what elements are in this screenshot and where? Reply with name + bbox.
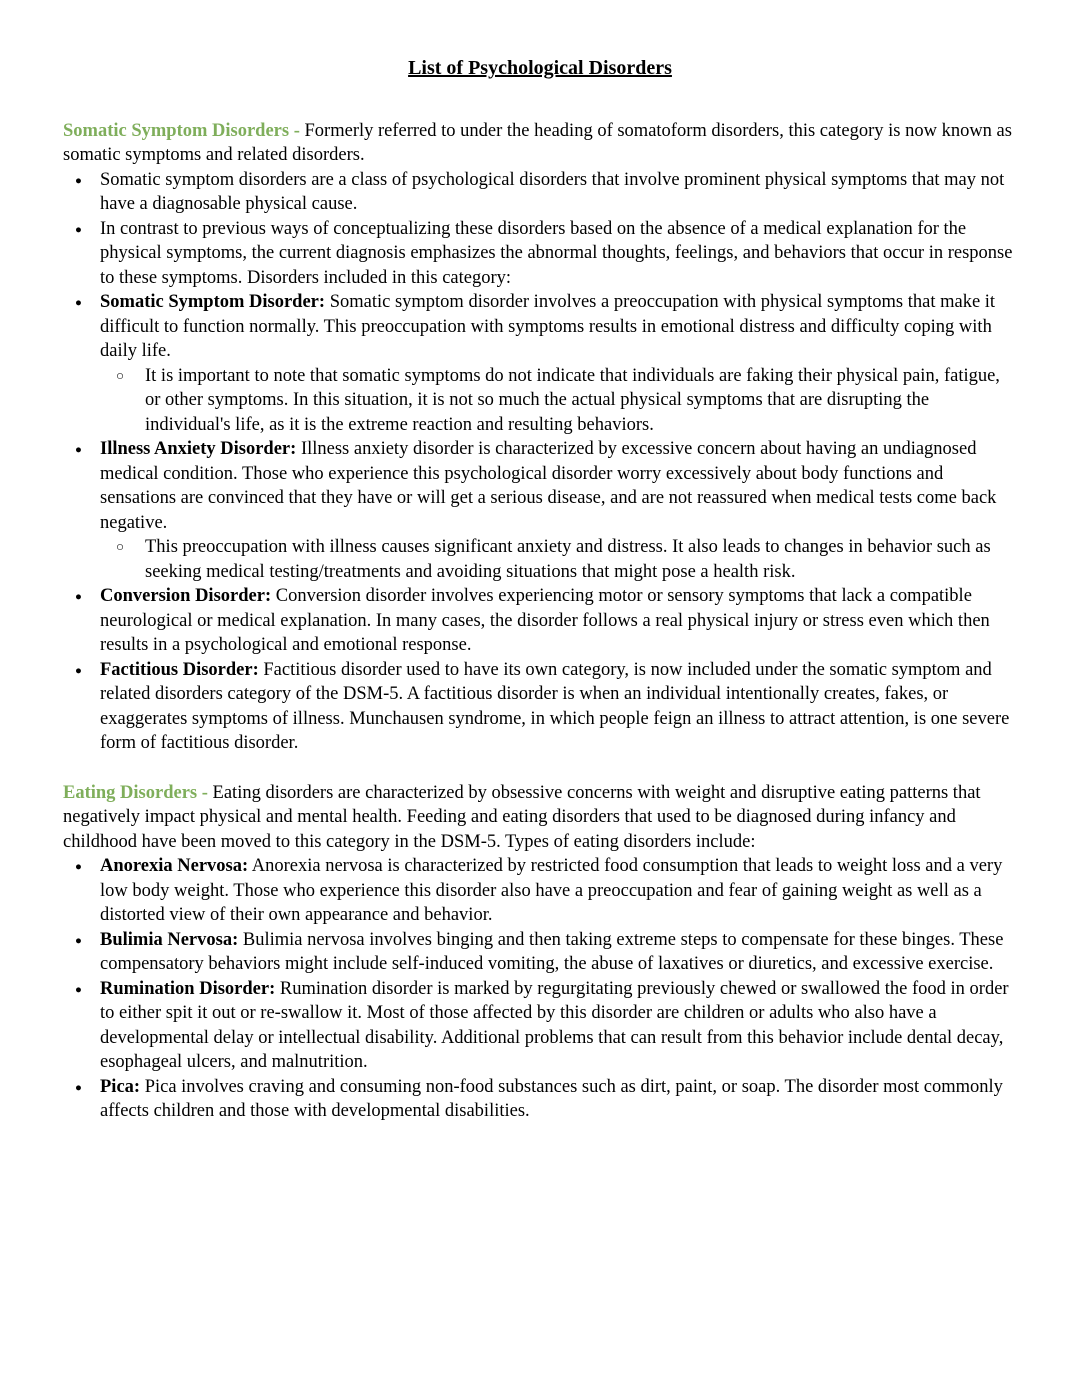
list-item <box>63 658 1017 756</box>
item-text: In contrast to previous ways of conceptualizing these disorders based on the absence of a medical explanation for the physical symptoms, the current diagnosis emphasizes the abnormal thoughts, feelings, and behaviors that occur in response to these symptoms. Disorders included in this category: <box>100 218 1013 288</box>
section-heading: Somatic Symptom Disorders - <box>63 120 300 141</box>
list-item <box>63 290 1017 437</box>
sub-bullet-list <box>100 535 1017 584</box>
disorder-name: Illness Anxiety Disorder: <box>100 439 297 459</box>
item-text: Anorexia nervosa is characterized by restricted food consumption that leads to weight loss and a very low body weight. Those who experience this disorder also have a preoccupation and fear of gaining weight as well as a distorted view of their own appearance and behavior. <box>100 856 1003 925</box>
page-title: List of Psychological Disorders <box>408 57 672 79</box>
sub-item-text: It is important to note that somatic symptoms do not indicate that individuals are faking their physical pain, fatigue, or other symptoms. In this situation, it is not so much the actual physical symptoms that are disrupting the individual's life, as it is the extreme reaction and resulting behaviors. <box>145 365 1000 435</box>
item-text: Conversion disorder involves experiencing motor or sensory symptoms that lack a compatible neurological or medical explanation. In many cases, the disorder follows a real physical injury or stress even which then results in a psychological and emotional response. <box>100 586 990 655</box>
section-heading: Eating Disorders - <box>63 782 208 803</box>
list-item <box>63 584 1017 658</box>
list-item <box>63 977 1017 1075</box>
item-text: Pica involves craving and consuming non-food substances such as dirt, paint, or soap. The disorder most commonly affects children and those with developmental disabilities. <box>100 1076 1003 1121</box>
item-text: Rumination disorder is marked by regurgitating previously chewed or swallowed the food in order to either spit it out or re-swallow it. Most of those affected by this disorder are children or adults who also have a developmental delay or intellectual disability. Additional problems that can result from this behavior include dental decay, esophageal ulcers, and malnutrition. <box>100 978 1009 1072</box>
list-item <box>63 854 1017 928</box>
section-eating-disorders <box>63 781 1017 1124</box>
section-intro-paragraph <box>63 119 1017 168</box>
disorder-name: Bulimia Nervosa: <box>100 929 239 950</box>
disorder-name: Anorexia Nervosa: <box>100 856 249 876</box>
disorder-name: Factitious Disorder: <box>100 659 259 680</box>
sub-list-item <box>100 535 1017 584</box>
list-item <box>63 437 1017 584</box>
item-text: Somatic symptom disorder involves a preoccupation with physical symptoms that make it difficult to function normally. This preoccupation with symptoms results in emotional distress and difficulty coping with daily life. <box>100 292 996 361</box>
disorder-name: Somatic Symptom Disorder: <box>100 292 326 312</box>
sub-item-text: This preoccupation with illness causes significant anxiety and distress. It also leads to changes in behavior such as seeking medical testing/treatments and avoiding situations that might pose a health risk. <box>145 537 991 582</box>
list-item <box>63 168 1017 217</box>
item-text: Factitious disorder used to have its own category, is now included under the somatic symptom and related disorders category of the DSM-5. A factitious disorder is when an individual intentionally creates, fakes, or exaggerates symptoms of illness. Munchausen syndrome, in which people feign an illness to attract attention, is one severe form of factitious disorder. <box>100 659 1010 753</box>
list-item <box>63 928 1017 977</box>
item-text: Somatic symptom disorders are a class of psychological disorders that involve prominent physical symptoms that may not have a diagnosable physical cause. <box>100 169 1005 214</box>
list-item <box>63 217 1017 291</box>
section-intro-paragraph <box>63 781 1017 855</box>
item-text: Bulimia nervosa involves binging and then taking extreme steps to compensate for these binges. These compensatory behaviors might include self-induced vomiting, the abuse of laxatives or diuretics, and excessive exercise. <box>100 929 1004 974</box>
sub-list-item <box>100 364 1017 438</box>
disorder-name: Rumination Disorder: <box>100 978 276 999</box>
bullet-list <box>63 854 1017 1124</box>
bullet-list <box>63 168 1017 756</box>
section-intro-text: Eating disorders are characterized by obsessive concerns with weight and disruptive eating patterns that negatively impact physical and mental health. Feeding and eating disorders that used to be diagnosed during infancy and childhood have been moved to this category in the DSM-5. Types of eating disorders include: <box>63 782 981 852</box>
section-intro-text: Formerly referred to under the heading of somatoform disorders, this category is now known as somatic symptoms and related disorders. <box>63 120 1012 165</box>
item-text: Illness anxiety disorder is characterized by excessive concern about having an undiagnosed medical condition. Those who experience this psychological disorder worry excessively about body functions and sensations are convinced that they have or will get a serious disease, and are not reassured when medical tests come back negative. <box>100 439 997 533</box>
disorder-name: Conversion Disorder: <box>100 586 272 606</box>
list-item <box>63 1075 1017 1124</box>
sub-bullet-list <box>100 364 1017 438</box>
disorder-name: Pica: <box>100 1076 141 1097</box>
section-somatic-symptom-disorders <box>63 119 1017 756</box>
